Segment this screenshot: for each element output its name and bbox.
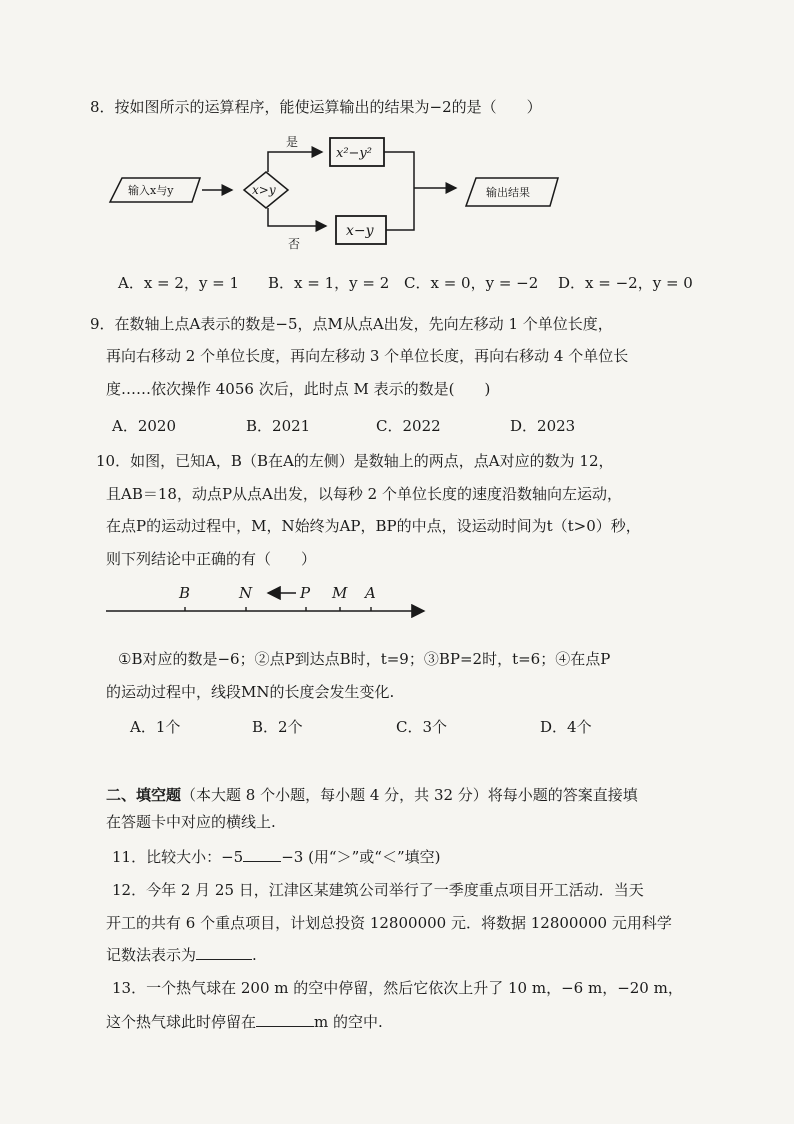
section2-desc-1: （本大题 8 个小题，每小题 4 分，共 32 分）将每小题的答案直接填 xyxy=(181,786,638,804)
q8-option-b: B．x = 1，y = 2 xyxy=(268,274,390,292)
flow-no-label: 否 xyxy=(288,237,301,251)
q13-before: 这个热气球此时停留在 xyxy=(106,1013,257,1031)
q11-after: −3 (用“＞”或“＜”填空) xyxy=(281,848,441,866)
label-m: M xyxy=(332,584,348,602)
q13-after: m 的空中. xyxy=(314,1013,383,1031)
q10-line-2: 且AB＝18，动点P从点A出发，以每秒 2 个单位长度的速度沿数轴向左运动， xyxy=(106,485,622,503)
label-n: N xyxy=(239,584,253,602)
flow-yes-expr: x²−y² xyxy=(336,146,372,161)
section2-title: 二、填空题 xyxy=(106,786,182,804)
q13-blank[interactable] xyxy=(256,1012,314,1027)
q10-option-d: D．4个 xyxy=(540,718,592,736)
label-a: A xyxy=(365,584,376,602)
q9-line-3: 度……依次操作 4056 次后，此时点 M 表示的数是( ) xyxy=(106,380,491,398)
q10-option-a: A．1个 xyxy=(130,718,181,736)
flow-condition-label: x>y xyxy=(252,183,276,197)
q12-line-3 xyxy=(106,945,257,965)
q13-line-1: 13．一个热气球在 200 m 的空中停留，然后它依次上升了 10 m，−6 m，−20 m， xyxy=(112,979,683,997)
q9-option-a: A．2020 xyxy=(112,417,177,435)
section2-header xyxy=(106,785,638,805)
q11 xyxy=(112,847,440,867)
q9-option-c: C．2022 xyxy=(376,417,441,435)
flow-input-label: 输入x与y xyxy=(128,184,174,197)
q8-option-a: A．x = 2，y = 1 xyxy=(118,274,240,292)
q12-blank[interactable] xyxy=(196,945,252,960)
q10-line-3: 在点P的运动过程中，M，N始终为AP，BP的中点，设运动时间为t（t>0）秒， xyxy=(106,517,641,535)
q9-line-2: 再向右移动 2 个单位长度，再向左移动 3 个单位长度，再向右移动 4 个单位长 xyxy=(106,347,629,365)
q10-option-c: C．3个 xyxy=(396,718,448,736)
q10-line-4: 则下列结论中正确的有（ ） xyxy=(106,550,317,568)
q11-blank[interactable] xyxy=(243,847,281,862)
q9-option-b: B．2021 xyxy=(246,417,311,435)
q12-last-before: 记数法表示为 xyxy=(106,946,197,964)
q10-option-b: B．2个 xyxy=(252,718,303,736)
flow-output-label: 输出结果 xyxy=(486,186,530,199)
q9-line-1: 9．在数轴上点A表示的数是−5，点M从点A出发，先向左移动 1 个单位长度， xyxy=(90,315,613,333)
q8-stem: 8．按如图所示的运算程序，能使运算输出的结果为−2的是（ ） xyxy=(90,98,542,116)
flow-yes-label: 是 xyxy=(286,135,299,149)
q10-statement-2: 的运动过程中，线段MN的长度会发生变化. xyxy=(106,683,395,701)
q10-line-1: 10．如图，已知A，B（B在A的左侧）是数轴上的两点，点A对应的数为 12， xyxy=(96,452,614,470)
q12-line-2: 开工的共有 6 个重点项目，计划总投资 12800000 元．将数据 12800000 元用科学 xyxy=(106,914,672,932)
q8-option-d: D．x = −2，y = 0 xyxy=(558,274,693,292)
q11-before: 11．比较大小：−5 xyxy=(112,848,244,866)
label-p: P xyxy=(300,584,311,602)
q12-line-1: 12．今年 2 月 25 日，江津区某建筑公司举行了一季度重点项目开工活动．当天 xyxy=(112,881,644,899)
q8-option-c: C．x = 0，y = −2 xyxy=(404,274,539,292)
q10-statement-1: ①B对应的数是−6；②点P到达点B时，t=9；③BP=2时，t=6；④在点P xyxy=(118,650,611,668)
flow-no-expr: x−y xyxy=(346,223,374,239)
label-b: B xyxy=(179,584,191,602)
q10-number-line xyxy=(0,578,794,628)
q13-line-2 xyxy=(106,1012,383,1032)
section2-desc-2: 在答题卡中对应的横线上. xyxy=(106,813,276,831)
q9-option-d: D．2023 xyxy=(510,417,576,435)
q12-last-after: . xyxy=(252,946,257,964)
